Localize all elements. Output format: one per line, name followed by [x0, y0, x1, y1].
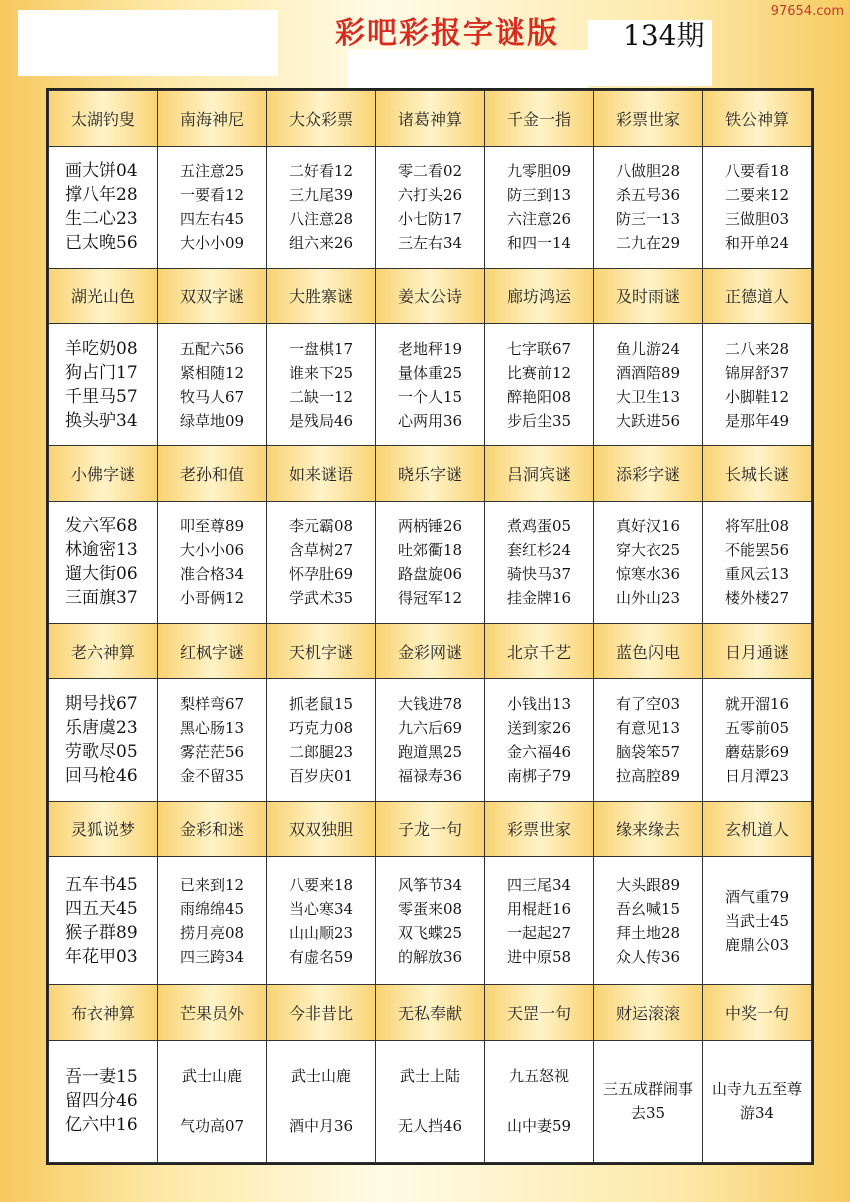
riddle-line: 六打头26: [397, 186, 463, 205]
column-name: 财运滚滚: [594, 985, 703, 1041]
riddle-line: 含草树27: [288, 541, 354, 560]
column-name: 大众彩票: [267, 91, 376, 147]
riddle-line: 遛大街06: [65, 564, 138, 585]
riddle-line: 绿草地09: [179, 411, 245, 430]
riddle-line: 二郎腿23: [288, 743, 354, 761]
riddle-cell: [703, 857, 812, 985]
column-name: 金彩和迷: [158, 801, 267, 857]
masked-area-left: [18, 10, 278, 76]
riddle-line: 梨样弯67: [179, 695, 245, 713]
riddle-line: 是那年49: [724, 411, 790, 430]
column-name: 晓乐字谜: [376, 446, 485, 502]
riddle-line: 谁来下25: [288, 363, 354, 382]
column-name: 如来谜语: [267, 446, 376, 502]
riddle-line: 二九在29: [615, 234, 681, 253]
riddle-line: 有了空03: [615, 695, 681, 713]
riddle-line: 脑袋笨57: [615, 743, 681, 761]
riddle-line: 生二心23: [65, 209, 138, 230]
riddle-line: 真好汉16: [615, 517, 681, 536]
riddle-line: 千里马57: [65, 386, 138, 407]
riddle-line: 大钱进78: [397, 695, 463, 713]
riddle-line: 四五天45: [65, 898, 138, 919]
riddle-line: 三做胆03: [724, 210, 790, 229]
riddle-line: 福禄寿36: [397, 767, 463, 785]
section-header-row: [49, 985, 812, 1041]
column-name: 廊坊鸿运: [485, 268, 594, 324]
riddle-line: 一盘棋17: [288, 339, 354, 358]
riddle-cell: [49, 324, 158, 446]
riddle-line: 武士山鹿: [290, 1067, 351, 1086]
section-data-row: [49, 679, 812, 801]
column-name: 小佛字谜: [49, 446, 158, 502]
column-name: 金彩网谜: [376, 623, 485, 679]
riddle-line: 抓老鼠15: [288, 695, 354, 713]
riddle-line: 煮鸡蛋05: [506, 517, 572, 536]
column-name: 铁公神算: [703, 91, 812, 147]
riddle-line: 武士山鹿: [181, 1067, 242, 1086]
riddle-line: 发六军68: [65, 516, 138, 537]
column-name: 红枫字谜: [158, 623, 267, 679]
riddle-cell: [594, 1040, 703, 1162]
riddle-line: 五零前05: [724, 719, 790, 737]
riddle-line: 两柄锤26: [397, 517, 463, 536]
riddle-line: 双飞蝶25: [397, 923, 463, 942]
column-name: 大胜寨谜: [267, 268, 376, 324]
riddle-line: 回马枪46: [65, 766, 138, 786]
riddle-line: 零蛋来08: [397, 899, 463, 918]
section-data-row: [49, 1040, 812, 1162]
riddle-line: 乐唐虞23: [65, 718, 138, 738]
riddle-line: 山外山23: [615, 589, 681, 608]
riddle-line: 无人挡46: [397, 1117, 463, 1136]
riddle-line: 羊吃奶08: [65, 338, 138, 359]
riddle-cell: [267, 324, 376, 446]
riddle-line: 八做胆28: [615, 162, 681, 181]
riddle-line: 叩至尊89: [179, 517, 245, 536]
column-name: 日月通谜: [703, 623, 812, 679]
riddle-line: 六注意26: [506, 210, 572, 229]
riddle-line: 怀孕肚69: [288, 565, 354, 584]
riddle-line: 金不留35: [179, 767, 245, 785]
riddle-line: 吐郊衢18: [397, 541, 463, 560]
riddle-cell: [485, 857, 594, 985]
riddle-line: 拜土地28: [615, 923, 681, 942]
riddle-line: 当武士45: [724, 911, 790, 930]
riddle-cell: [703, 324, 812, 446]
section-header-row: [49, 801, 812, 857]
riddle-cell: [485, 146, 594, 268]
column-name: 千金一指: [485, 91, 594, 147]
column-name: 彩票世家: [594, 91, 703, 147]
riddle-cell: [703, 146, 812, 268]
riddle-cell: [376, 679, 485, 801]
riddle-line: 紧相随12: [179, 363, 245, 382]
column-name: 玄机道人: [703, 801, 812, 857]
riddle-line: 和开单24: [724, 234, 790, 253]
section-data-row: [49, 857, 812, 985]
riddle-cell: [49, 501, 158, 623]
riddle-line: 的解放36: [397, 947, 463, 966]
riddle-line: 巧克力08: [288, 719, 354, 737]
riddle-line: 亿六中16: [65, 1115, 138, 1136]
riddle-line: 画大饼04: [65, 161, 138, 182]
riddle-line: 狗占门17: [65, 362, 138, 383]
riddle-line: 拉高腔89: [615, 767, 681, 785]
riddle-line: 气功高07: [179, 1117, 245, 1136]
riddle-line: 大跃进56: [615, 411, 681, 430]
riddle-line: 留四分46: [65, 1091, 138, 1112]
section-header-row: [49, 446, 812, 502]
column-name: 双双独胆: [267, 801, 376, 857]
section-header-row: [49, 623, 812, 679]
riddle-line: 吾幺喊15: [615, 899, 681, 918]
riddle-line: 牧马人67: [179, 387, 245, 406]
riddle-line: 进中原58: [506, 947, 572, 966]
riddle-line: 八要看18: [724, 162, 790, 181]
riddle-line: 一个人15: [397, 387, 463, 406]
riddle-cell: [594, 501, 703, 623]
riddle-line: 二缺一12: [288, 387, 354, 406]
riddle-line: 用棍赶16: [506, 899, 572, 918]
riddle-line: 五配六56: [179, 339, 245, 358]
riddle-line: 七字联67: [506, 339, 572, 358]
riddle-line: 大小小06: [179, 541, 245, 560]
riddle-line: 已来到12: [179, 875, 245, 894]
section-data-row: [49, 501, 812, 623]
riddle-line: 八注意28: [288, 210, 354, 229]
riddle-line: 四左右45: [179, 210, 245, 229]
riddle-line: 老地秤19: [397, 339, 463, 358]
riddle-line: 武士上陆: [399, 1067, 460, 1086]
section-header-row: [49, 91, 812, 147]
column-name: 老六神算: [49, 623, 158, 679]
riddle-cell: [267, 857, 376, 985]
riddle-line: 和四一14: [506, 234, 572, 253]
riddle-line: 三九尾39: [288, 186, 354, 205]
riddle-cell: [485, 324, 594, 446]
riddle-line: 小七防17: [397, 210, 463, 229]
column-name: 彩票世家: [485, 801, 594, 857]
riddle-cell: [485, 501, 594, 623]
riddle-line: 酒酒陪89: [615, 363, 681, 382]
column-name: 天罡一句: [485, 985, 594, 1041]
riddle-line: 防三一13: [615, 210, 681, 229]
riddle-line: 挂金牌16: [506, 589, 572, 608]
riddle-line: 捞月亮08: [179, 923, 245, 942]
riddle-cell: [267, 1040, 376, 1162]
riddle-line: 送到家26: [506, 719, 572, 737]
riddle-line: 套红杉24: [506, 541, 572, 560]
riddle-cell: [158, 501, 267, 623]
riddle-line: 酒气重79: [724, 887, 790, 906]
column-name: 布衣神算: [49, 985, 158, 1041]
riddle-cell: [376, 324, 485, 446]
riddle-line: 雾茫茫56: [179, 743, 245, 761]
riddle-line: 是残局46: [288, 411, 354, 430]
riddle-line: 三左右34: [397, 234, 463, 253]
riddle-line: 蘑菇影69: [724, 743, 790, 761]
riddle-cell: [703, 501, 812, 623]
riddle-line: 劳歌尽05: [65, 742, 138, 762]
riddle-line: 大头跟89: [615, 875, 681, 894]
riddle-line: 山寺九五至尊游34: [711, 1080, 802, 1123]
section-data-row: [49, 324, 812, 446]
riddle-line: 雨绵绵45: [179, 899, 245, 918]
riddle-cell: [49, 857, 158, 985]
riddle-cell: [485, 679, 594, 801]
riddle-line: 杀五号36: [615, 186, 681, 205]
riddle-line: 不能罢56: [724, 541, 790, 560]
column-name: 老孙和值: [158, 446, 267, 502]
riddle-cell: [267, 146, 376, 268]
riddle-line: 穿大衣25: [615, 541, 681, 560]
riddle-cell: [158, 679, 267, 801]
column-name: 灵狐说梦: [49, 801, 158, 857]
column-name: 添彩字谜: [594, 446, 703, 502]
riddle-line: 小脚鞋12: [724, 387, 790, 406]
riddle-line: 二好看12: [288, 162, 354, 181]
riddle-line: 林逾密13: [65, 540, 138, 561]
column-name: 无私奉献: [376, 985, 485, 1041]
column-name: 缘来缘去: [594, 801, 703, 857]
column-name: 诸葛神算: [376, 91, 485, 147]
section-header-row: [49, 268, 812, 324]
section-data-row: [49, 146, 812, 268]
riddle-line: 零二看02: [397, 162, 463, 181]
riddle-line: 九零胆09: [506, 162, 572, 181]
riddle-line: 惊寒水36: [615, 565, 681, 584]
riddle-line: 小钱出13: [506, 695, 572, 713]
riddle-line: 金六福46: [506, 743, 572, 761]
riddle-cell: [158, 1040, 267, 1162]
riddle-line: 防三到13: [506, 186, 572, 205]
riddle-cell: [158, 146, 267, 268]
riddle-line: 就开溜16: [724, 695, 790, 713]
riddle-line: 一要看12: [179, 186, 245, 205]
riddle-line: 九五怒视: [508, 1067, 569, 1086]
column-name: 蓝色闪电: [594, 623, 703, 679]
riddle-cell: [376, 857, 485, 985]
riddle-line: 步后尘35: [506, 411, 572, 430]
riddle-line: 山山顺23: [288, 923, 354, 942]
riddle-line: 百岁庆01: [288, 767, 354, 785]
riddle-line: 众人传36: [615, 947, 681, 966]
riddle-line: 小哥俩12: [179, 589, 245, 608]
riddle-cell: [49, 146, 158, 268]
riddle-line: 期号找67: [65, 694, 138, 714]
riddle-table-body: [49, 91, 812, 1163]
riddle-cell: [376, 146, 485, 268]
riddle-line: 换头驴34: [65, 410, 138, 431]
page-title: 彩吧彩报字谜版: [335, 16, 559, 51]
riddle-line: 二八来28: [724, 339, 790, 358]
column-name: 及时雨谜: [594, 268, 703, 324]
riddle-line: 黑心肠13: [179, 719, 245, 737]
riddle-line: 南梆子79: [506, 767, 572, 785]
column-name: 双双字谜: [158, 268, 267, 324]
riddle-cell: [485, 1040, 594, 1162]
riddle-line: 已太晚56: [65, 233, 138, 254]
riddle-line: 有意见13: [615, 719, 681, 737]
riddle-line: 二要来12: [724, 186, 790, 205]
riddle-line: 跑道黑25: [397, 743, 463, 761]
riddle-line: 大卫生13: [615, 387, 681, 406]
riddle-line: 李元霸08: [288, 517, 354, 536]
riddle-line: 楼外楼27: [724, 589, 790, 608]
riddle-line: 一起起27: [506, 923, 572, 942]
riddle-line: 当心寒34: [288, 899, 354, 918]
riddle-line: 三五成群闹事去35: [602, 1080, 693, 1123]
riddle-cell: [267, 501, 376, 623]
column-name: 正德道人: [703, 268, 812, 324]
masked-area-center: [348, 50, 588, 90]
riddle-line: 撑八年28: [65, 185, 138, 206]
riddle-line: 大小小09: [179, 234, 245, 253]
column-name: 子龙一句: [376, 801, 485, 857]
column-name: 长城长谜: [703, 446, 812, 502]
riddle-cell: [376, 1040, 485, 1162]
column-name: 北京千艺: [485, 623, 594, 679]
riddle-line: 五车书45: [65, 874, 138, 895]
riddle-line: 骑快马37: [506, 565, 572, 584]
riddle-line: 日月潭23: [724, 767, 790, 785]
riddle-line: 醉艳阳08: [506, 387, 572, 406]
riddle-cell: [49, 1040, 158, 1162]
riddle-cell: [594, 679, 703, 801]
riddle-cell: [594, 857, 703, 985]
riddle-line: 路盘旋06: [397, 565, 463, 584]
riddle-line: 心两用36: [397, 411, 463, 430]
riddle-cell: [703, 1040, 812, 1162]
column-name: 芒果员外: [158, 985, 267, 1041]
column-name: 南海神尼: [158, 91, 267, 147]
riddle-line: 猴子群89: [65, 922, 138, 943]
issue-number: 134期: [623, 19, 705, 52]
column-name: 天机字谜: [267, 623, 376, 679]
riddle-line: 量体重25: [397, 363, 463, 382]
riddle-line: 山中妻59: [506, 1117, 572, 1136]
riddle-line: 吾一妻15: [65, 1067, 138, 1088]
column-name: 中奖一句: [703, 985, 812, 1041]
column-name: 姜太公诗: [376, 268, 485, 324]
riddle-line: 年花甲03: [65, 946, 138, 967]
riddle-line: 四三跨34: [179, 947, 245, 966]
riddle-line: 有虚名59: [288, 947, 354, 966]
riddle-line: 九六后69: [397, 719, 463, 737]
riddle-line: 三面旗37: [65, 588, 138, 609]
riddle-cell: [376, 501, 485, 623]
riddle-line: 四三尾34: [506, 875, 572, 894]
riddle-cell: [594, 324, 703, 446]
riddle-line: 重风云13: [724, 565, 790, 584]
riddle-cell: [49, 679, 158, 801]
riddle-cell: [158, 857, 267, 985]
site-watermark: 97654.com: [770, 4, 844, 19]
riddle-line: 鱼儿游24: [615, 339, 681, 358]
column-name: 今非昔比: [267, 985, 376, 1041]
column-name: 湖光山色: [49, 268, 158, 324]
riddle-line: 八要来18: [288, 875, 354, 894]
riddle-line: 准合格34: [179, 565, 245, 584]
riddle-cell: [158, 324, 267, 446]
riddle-line: 锦屏舒37: [724, 363, 790, 382]
riddle-table: [48, 90, 812, 1163]
riddle-board: [46, 88, 814, 1165]
riddle-cell: [267, 679, 376, 801]
riddle-line: 酒中月36: [288, 1117, 354, 1136]
riddle-line: 组六来26: [288, 234, 354, 253]
riddle-line: 五注意25: [179, 162, 245, 181]
column-name: 太湖钓叟: [49, 91, 158, 147]
riddle-cell: [594, 146, 703, 268]
riddle-line: 得冠军12: [397, 589, 463, 608]
riddle-line: 鹿鼎公03: [724, 935, 790, 954]
riddle-line: 风筝节34: [397, 875, 463, 894]
riddle-line: 将军肚08: [724, 517, 790, 536]
riddle-line: 比赛前12: [506, 363, 572, 382]
riddle-line: 学武术35: [288, 589, 354, 608]
riddle-cell: [703, 679, 812, 801]
column-name: 吕洞宾谜: [485, 446, 594, 502]
